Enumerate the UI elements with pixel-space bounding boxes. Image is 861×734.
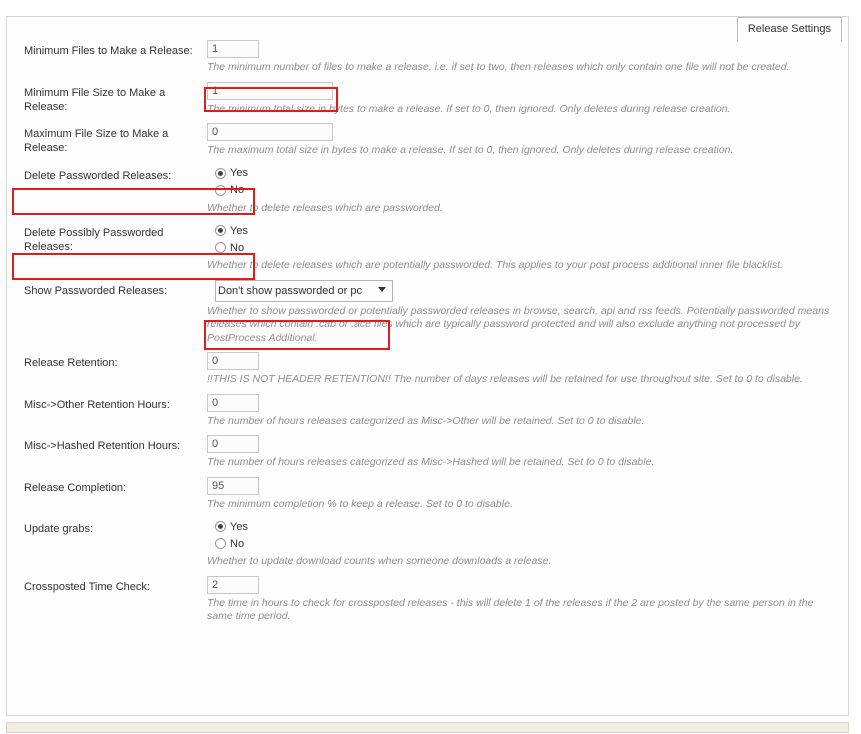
radio-option-label: No: [230, 184, 245, 196]
setting-hint: Whether to show passworded or potentially passworded releases in browse, search, api and rss feeds. Potentially passworded means releases which contain .cab or .ace files which are typically password protected and will also exclude anything not processed by PostProcess Additional.: [207, 304, 830, 344]
settings-row: [7, 35, 848, 77]
setting-field: [203, 347, 848, 389]
setting-hint: Whether to delete releases which are passworded.: [207, 201, 443, 214]
setting-label: Release Completion:: [24, 481, 127, 494]
setting-field: [203, 513, 848, 571]
settings-row: [7, 275, 848, 348]
setting-label: Delete Passworded Releases:: [24, 169, 172, 182]
setting-label: Update grabs:: [24, 523, 94, 535]
settings-row: [7, 389, 848, 431]
radio-button-icon[interactable]: [215, 225, 226, 236]
setting-text-input[interactable]: [207, 352, 259, 370]
setting-text-input[interactable]: [207, 40, 259, 58]
setting-hint: The time in hours to check for crossposted releases - this will delete 1 of the releases if the 2 are posted by the same person in the same time period.: [207, 596, 814, 622]
settings-row: [7, 77, 848, 119]
setting-hint: The minimum number of files to make a release. i.e. if set to two, then releases which only contain one file will not be created.: [207, 61, 790, 73]
setting-label: Release Retention:: [24, 357, 118, 369]
settings-row: [7, 160, 848, 218]
setting-label: Maximum File Size to Make a Release:: [24, 128, 169, 154]
setting-label: Delete Possibly Passworded Releases:: [24, 227, 164, 253]
setting-text-input[interactable]: [207, 123, 333, 141]
setting-text-input[interactable]: [207, 477, 259, 495]
setting-hint: The minimum total size in bytes to make a release. If set to 0, then ignored. Only deletes during release creation.: [207, 102, 731, 115]
settings-row: [7, 118, 848, 160]
setting-label: Misc->Other Retention Hours:: [24, 398, 170, 411]
setting-label: Minimum File Size to Make a Release:: [24, 86, 166, 113]
radio-button-icon[interactable]: [215, 538, 226, 549]
setting-field: [203, 217, 848, 275]
radio-button-icon[interactable]: [215, 185, 226, 196]
setting-field: [203, 160, 848, 218]
setting-hint: Whether to delete releases which are potentially passworded. This applies to your post process additional inner file blacklist.: [207, 259, 784, 271]
setting-hint: The number of hours releases categorized as Misc->Other will be retained. Set to 0 to disable.: [207, 414, 645, 427]
setting-text-input[interactable]: [207, 82, 333, 100]
radio-option[interactable]: [215, 239, 834, 256]
setting-select[interactable]: [215, 280, 393, 302]
setting-label: Minimum Files to Make a Release:: [24, 45, 193, 57]
setting-field: [203, 77, 848, 119]
setting-label: Show Passworded Releases:: [24, 284, 168, 297]
radio-option[interactable]: [215, 535, 834, 552]
setting-hint: Whether to update download counts when someone downloads a release.: [207, 555, 552, 567]
setting-field: [203, 275, 848, 348]
release-settings-panel: [6, 16, 849, 716]
radio-option[interactable]: [215, 222, 834, 239]
radio-option-label: Yes: [230, 224, 248, 237]
settings-row: [7, 472, 848, 514]
setting-text-input[interactable]: [207, 435, 259, 453]
tab-release-settings[interactable]: Release Settings: [737, 17, 842, 42]
setting-field: [203, 571, 848, 626]
setting-select-wrapper: [215, 280, 393, 302]
radio-option-label: No: [230, 537, 245, 550]
settings-row: [7, 217, 848, 275]
setting-label: Crossposted Time Check:: [24, 580, 150, 593]
bottom-strip: [6, 722, 849, 733]
settings-row: [7, 430, 848, 472]
setting-field: [203, 118, 848, 160]
setting-label: Misc->Hashed Retention Hours:: [24, 440, 181, 452]
radio-button-icon[interactable]: [215, 521, 226, 532]
radio-option[interactable]: [215, 182, 834, 199]
radio-option[interactable]: [215, 518, 834, 535]
radio-button-icon[interactable]: [215, 242, 226, 253]
settings-row: [7, 513, 848, 571]
radio-option-label: Yes: [230, 167, 248, 179]
setting-hint: The minimum completion % to keep a release. Set to 0 to disable.: [207, 497, 513, 510]
setting-text-input[interactable]: [207, 576, 259, 594]
settings-form: [7, 35, 848, 626]
setting-field: [203, 472, 848, 514]
radio-button-icon[interactable]: [215, 168, 226, 179]
setting-field: [203, 430, 848, 472]
radio-option-label: Yes: [230, 520, 248, 533]
radio-option-label: No: [230, 241, 245, 254]
setting-field: [203, 389, 848, 431]
settings-row: [7, 571, 848, 626]
setting-text-input[interactable]: [207, 394, 259, 412]
radio-option[interactable]: [215, 165, 834, 182]
setting-hint: The maximum total size in bytes to make a release. If set to 0, then ignored. Only deletes during release creation.: [207, 144, 734, 156]
setting-hint: The number of hours releases categorized as Misc->Hashed will be retained. Set to 0 to disable.: [207, 456, 655, 468]
setting-hint: !!THIS IS NOT HEADER RETENTION!! The number of days releases will be retained for use throughout site. Set to 0 to disable.: [207, 373, 803, 385]
settings-row: [7, 347, 848, 389]
